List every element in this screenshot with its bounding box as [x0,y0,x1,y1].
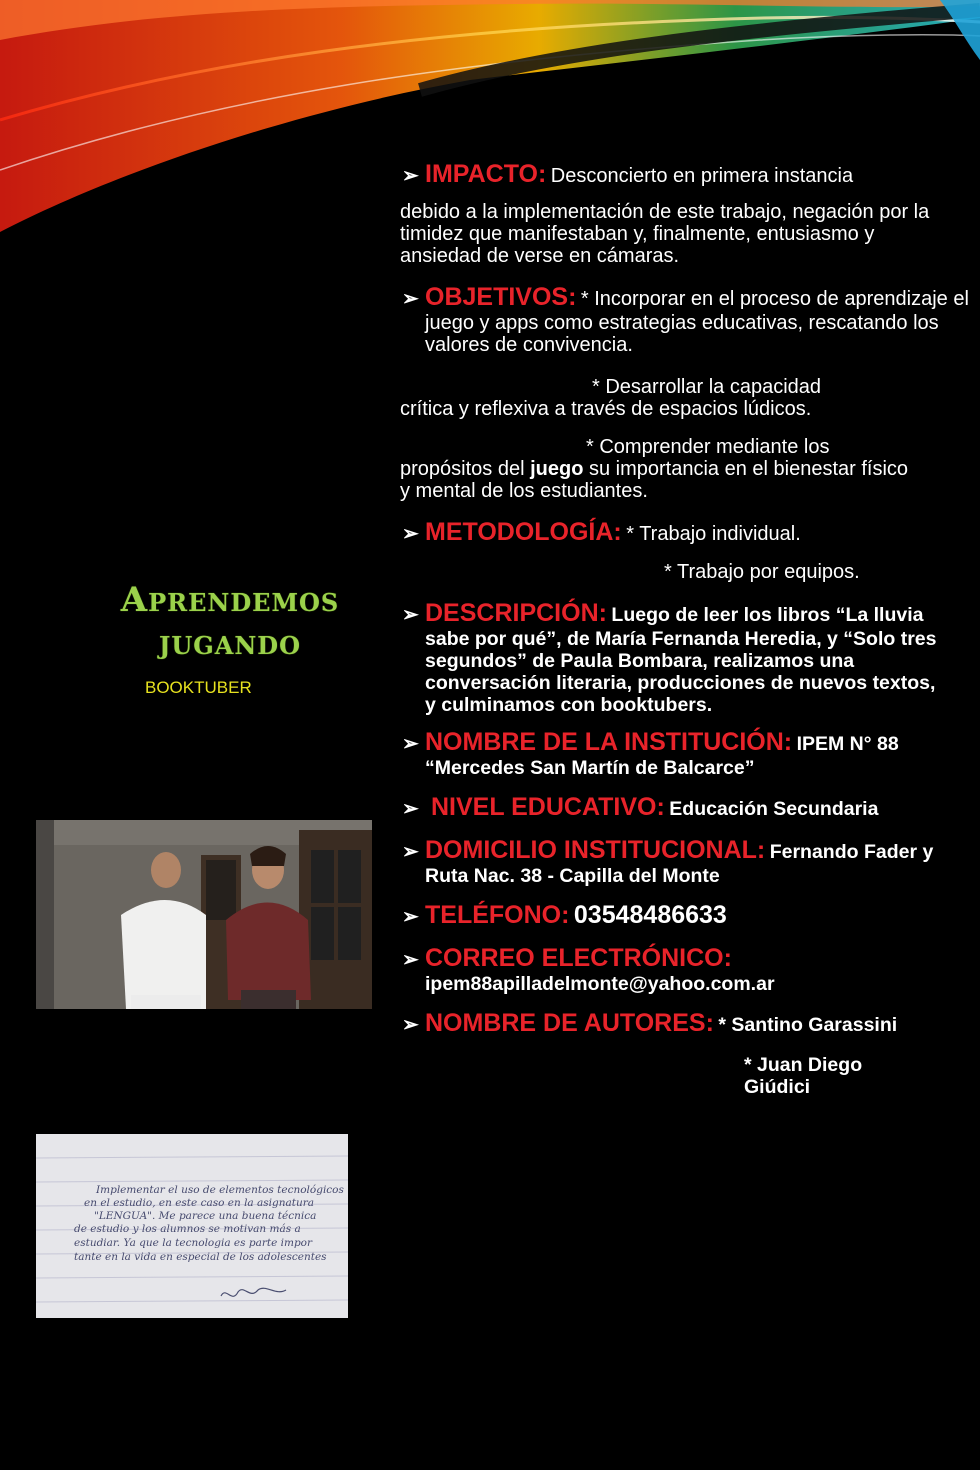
project-details [400,160,975,1098]
text-objetivos-1: * Incorporar en el proceso de aprendizaje el juego y apps como estrategias educativas, rescatando los valores de convivencia. [425,288,969,356]
arrow-bullet-icon: ➢ [402,604,419,626]
note-line: Implementar el uso de elementos tecnológicos [96,1184,344,1196]
item-objetivos [400,283,970,356]
arrow-bullet-icon: ➢ [402,523,419,545]
item-impacto [400,160,975,189]
note-line: de estudio y los alumnos se motivan más a [74,1223,301,1235]
text-objetivos-2a: * Desarrollar la capacidad [592,376,822,398]
text-autor-1: * Santino Garassini [718,1014,898,1036]
note-line: "LENGUA". Me parece una buena técnica [94,1210,317,1222]
label-descripcion: DESCRIPCIÓN: [425,599,607,627]
text-metodologia-1: * Trabajo individual. [626,523,801,545]
arrow-bullet-icon: ➢ [402,733,419,755]
text-objetivos-2b: crítica y reflexiva a través de espacios lúdicos. [400,398,812,420]
label-domicilio: DOMICILIO INSTITUCIONAL: [425,836,766,864]
text-nivel: Educación Secundaria [669,798,879,820]
item-telefono [400,901,975,930]
text-objetivos-3b [400,458,920,502]
poster-title-line2: jugando [158,623,302,663]
arrow-bullet-icon: ➢ [402,798,419,820]
label-institucion: NOMBRE DE LA INSTITUCIÓN: [425,728,793,756]
text-objetivos-3b-pre: propósitos del [400,458,531,480]
arrow-bullet-icon: ➢ [402,165,419,187]
label-impacto: IMPACTO: [425,160,547,188]
label-objetivos: OBJETIVOS: [425,283,577,311]
text-objetivos-3b-post: su importancia en el bienestar físico y mental de los estudiantes. [400,458,909,502]
item-nivel [400,793,975,822]
text-autor-2: * Juan Diego Giúdici [744,1054,863,1098]
item-autores [400,1009,975,1038]
text-telefono: 03548486633 [573,901,727,929]
text-impacto-2: debido a la implementación de este trabajo, negación por la timidez que manifestaban y, finalmente, entusiasmo y ansiedad de verse en cámaras. [400,201,930,267]
arrow-bullet-icon: ➢ [402,841,419,863]
label-correo: CORREO ELECTRÓNICO: [425,944,732,972]
item-institucion [400,728,975,779]
note-line: tante en la vida en especial de los adolescentes [74,1251,327,1263]
handwritten-note [36,1134,348,1318]
students-photo [36,820,372,1009]
item-domicilio [400,836,965,887]
text-descripcion: Luego de leer los libros “La lluvia sabe por qué”, de María Fernanda Heredia, y “Solo tres segundos” de Paula Bombara, realizamos una conversación literaria, producciones de nuevos textos, y culminamos con booktubers. [425,604,937,716]
poster-subtitle: BOOKTUBER [145,678,252,697]
label-metodologia: METODOLOGÍA: [425,518,622,546]
item-metodologia [400,518,975,547]
text-domicilio: Fernando Fader y Ruta Nac. 38 - Capilla del Monte [425,841,934,887]
text-institucion: IPEM N° 88 “Mercedes San Martín de Balcarce” [425,733,899,779]
text-objetivos-3a: * Comprender mediante los [586,436,830,458]
arrow-bullet-icon: ➢ [402,949,419,971]
item-descripcion [400,599,945,716]
item-correo [400,944,975,995]
text-correo: ipem88apilladelmonte@yahoo.com.ar [425,973,775,995]
arrow-bullet-icon: ➢ [402,1014,419,1036]
note-line: estudiar. Ya que la tecnologia es parte impor [74,1237,313,1249]
text-objetivos-3b-bold: juego [530,458,584,480]
poster-title-line1: Aprendemos [120,580,340,620]
label-telefono: TELÉFONO: [425,901,570,929]
arrow-bullet-icon: ➢ [402,288,419,310]
label-autores: NOMBRE DE AUTORES: [425,1009,714,1037]
arrow-bullet-icon: ➢ [402,906,419,928]
label-nivel: NIVEL EDUCATIVO: [431,793,665,821]
text-impacto-1: Desconcierto en primera instancia [550,165,854,187]
text-metodologia-2: * Trabajo por equipos. [664,561,860,583]
note-line: en el estudio, en este caso en la asignatura [84,1197,315,1209]
